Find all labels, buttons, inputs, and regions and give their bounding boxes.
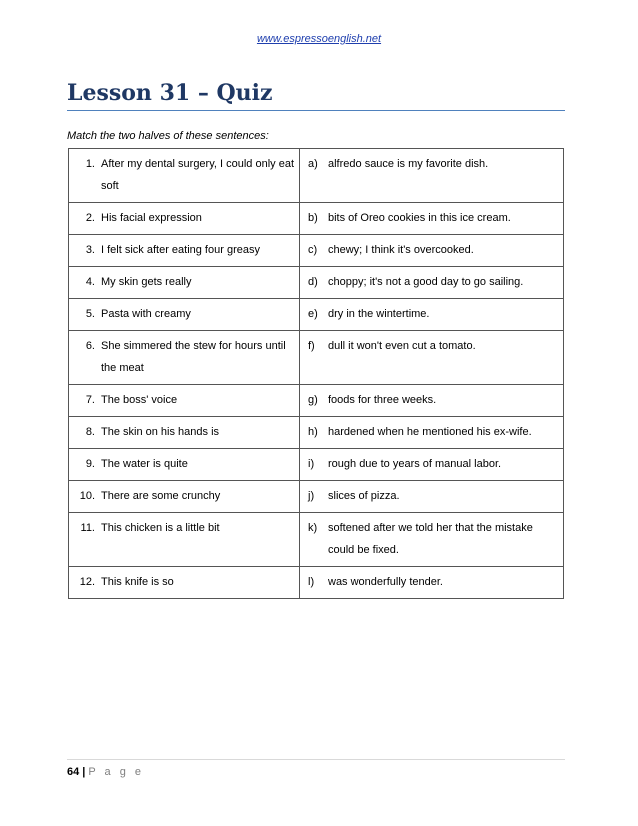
sentence-start: This knife is so [101,576,174,588]
sentence-start-cell [69,417,300,449]
item-letter: h) [308,426,318,438]
sentence-end: chewy; I think it's overcooked. [328,244,474,256]
item-number: 7. [85,394,95,406]
item-letter: i) [308,458,315,470]
sentence-start-cell [69,203,300,235]
table-row [69,203,564,235]
item-letter: l) [308,576,315,588]
table-row [69,481,564,513]
table-row [69,267,564,299]
sentence-end: hardened when he mentioned his ex-wife. [328,426,532,438]
sentence-end: dry in the wintertime. [328,308,430,320]
table-row [69,567,564,599]
item-number: 8. [85,426,95,438]
sentence-start-cell [69,449,300,481]
sentence-end-cell [300,481,564,513]
sentence-end: was wonderfully tender. [328,576,443,588]
item-number: 4. [85,276,95,288]
sentence-end: alfredo sauce is my favorite dish. [328,158,489,170]
sentence-end-cell [300,267,564,299]
sentence-start: Pasta with creamy [101,308,191,320]
sentence-end: slices of pizza. [328,490,400,502]
sentence-start-cell [69,481,300,513]
sentence-end: softened after we told her that the mistake could be fixed. [328,522,533,556]
sentence-start: My skin gets really [101,276,192,288]
sentence-start: His facial expression [101,212,202,224]
item-number: 9. [85,458,95,470]
footer-separator: | [82,766,86,778]
sentence-end-cell [300,149,564,203]
item-number: 12. [79,576,95,588]
title-divider [67,110,565,111]
table-row [69,331,564,385]
sentence-end-cell [300,513,564,567]
item-letter: f) [308,340,315,352]
item-letter: b) [308,212,318,224]
sentence-end-cell [300,567,564,599]
sentence-start: The water is quite [101,458,188,470]
item-number: 1. [85,158,95,170]
page-label: P a g e [88,766,144,778]
sentence-start-cell [69,331,300,385]
item-number: 6. [85,340,95,352]
sentence-start-cell [69,235,300,267]
table-row [69,235,564,267]
sentence-start: There are some crunchy [101,490,221,502]
page-footer [67,766,144,778]
sentence-start: This chicken is a little bit [101,522,220,534]
sentence-start-cell [69,385,300,417]
item-letter: j) [308,490,315,502]
sentence-end: rough due to years of manual labor. [328,458,502,470]
item-letter: g) [308,394,318,406]
sentence-start: I felt sick after eating four greasy [101,244,260,256]
page-number: 64 [67,766,80,778]
sentence-end: dull it won't even cut a tomato. [328,340,476,352]
sentence-end-cell [300,449,564,481]
sentence-end-cell [300,235,564,267]
sentence-end-cell [300,417,564,449]
sentence-end-cell [300,331,564,385]
sentence-start-cell [69,513,300,567]
item-letter: c) [308,244,318,256]
sentence-end: foods for three weeks. [328,394,437,406]
item-letter: k) [308,522,318,534]
sentence-end: choppy; it's not a good day to go sailing. [328,276,524,288]
sentence-start-cell [69,267,300,299]
sentence-start: The boss' voice [101,394,178,406]
item-letter: e) [308,308,318,320]
item-number: 10. [79,490,95,502]
sentence-start: The skin on his hands is [101,426,220,438]
table-row [69,417,564,449]
sentence-start: After my dental surgery, I could only eat soft [101,158,294,192]
item-number: 3. [85,244,95,256]
sentence-end-cell [300,203,564,235]
sentence-start: She simmered the stew for hours until the meat [101,340,286,374]
website-link[interactable]: www.espressoenglish.net [256,33,382,45]
table-row [69,149,564,203]
table-row [69,385,564,417]
sentence-end-cell [300,385,564,417]
item-letter: a) [308,158,318,170]
sentence-end: bits of Oreo cookies in this ice cream. [328,212,511,224]
sentence-end-cell [300,299,564,331]
sentence-start-cell [69,149,300,203]
table-row [69,513,564,567]
table-row [69,449,564,481]
item-number: 2. [85,212,95,224]
page-title: Lesson 31 – Quiz [67,80,273,106]
quiz-instructions: Match the two halves of these sentences: [67,130,269,142]
sentence-start-cell [69,299,300,331]
quiz-table [68,148,564,599]
item-letter: d) [308,276,318,288]
item-number: 11. [80,522,95,534]
footer-divider [67,759,565,760]
table-row [69,299,564,331]
item-number: 5. [85,308,95,320]
sentence-start-cell [69,567,300,599]
